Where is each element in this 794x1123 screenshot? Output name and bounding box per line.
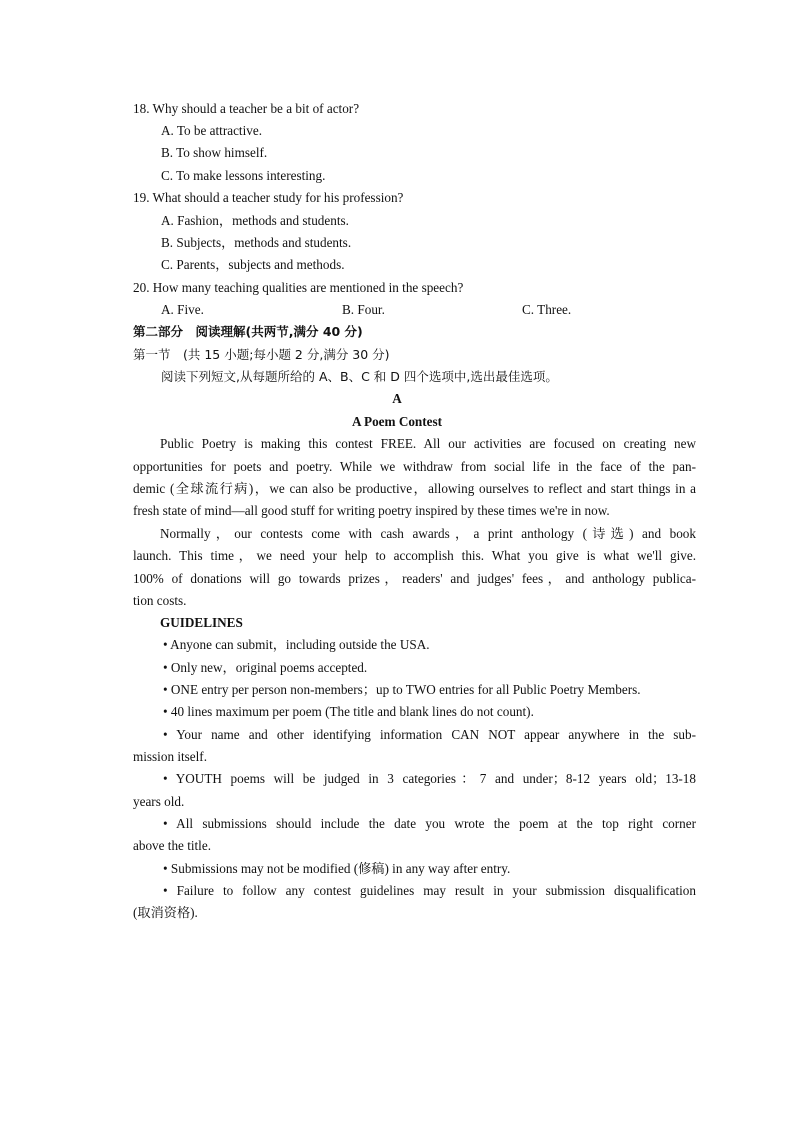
section-sub-heading: 第一节 (共 15 小题;每小题 2 分,满分 30 分) <box>133 347 390 362</box>
guideline-item: • Only new，original poems accepted. <box>163 660 368 675</box>
guideline-item-continued: mission itself. <box>133 749 207 764</box>
question-20-stem: 20. How many teaching qualities are mentioned in the speech? <box>133 280 464 295</box>
guideline-item: • ONE entry per person non-members；up to TWO entries for all Public Poetry Members. <box>163 682 641 697</box>
question-20-option-b: B. Four. <box>342 302 385 317</box>
question-20-option-c: C. Three. <box>522 302 572 317</box>
paragraph-2-line-2: launch. This time，we need your help to accomplish this. What you give is what we'll give. <box>133 548 696 563</box>
guideline-item: • Your name and other identifying information CAN NOT appear anywhere in the sub- <box>163 727 696 742</box>
section-part-heading: 第二部分 阅读理解(共两节,满分 40 分) <box>133 324 363 339</box>
question-19-option-b: B. Subjects，methods and students. <box>161 235 352 250</box>
passage-letter: A <box>392 391 402 406</box>
section-instruction: 阅读下列短文,从每题所给的 A、B、C 和 D 四个选项中,选出最佳选项。 <box>161 369 558 384</box>
paragraph-1-line-2: opportunities for poets and poetry. While we withdraw from social life in the face of the pan- <box>133 459 696 474</box>
question-19-option-a: A. Fashion，methods and students. <box>161 213 349 228</box>
question-19-stem: 19. What should a teacher study for his profession? <box>133 190 404 205</box>
question-20-option-a: A. Five. <box>161 302 204 317</box>
question-18-option-a: A. To be attractive. <box>161 123 262 138</box>
question-19-option-c: C. Parents，subjects and methods. <box>161 257 345 272</box>
paragraph-1-line-3: demic (全球流行病)，we can also be productive，allowing ourselves to reflect and start things in a <box>133 481 696 496</box>
guideline-item: • Failure to follow any contest guidelines may result in your submission disqualification <box>163 883 696 898</box>
question-18-option-b: B. To show himself. <box>161 145 268 160</box>
guideline-item: • 40 lines maximum per poem (The title and blank lines do not count). <box>163 704 534 719</box>
guidelines-heading: GUIDELINES <box>160 615 243 630</box>
paragraph-1-line-4: fresh state of mind—all good stuff for writing poetry inspired by these times we're in now. <box>133 503 610 518</box>
guideline-item: • Submissions may not be modified (修稿) in any way after entry. <box>163 861 511 876</box>
guideline-item-continued: above the title. <box>133 838 211 853</box>
guideline-item: • Anyone can submit，including outside the USA. <box>163 637 430 652</box>
paragraph-2-line-1: Normally，our contests come with cash awards，a print anthology (诗选) and book <box>160 526 696 541</box>
guideline-item-continued: years old. <box>133 794 185 809</box>
paragraph-2-line-3: 100% of donations will go towards prizes，readers' and judges' fees，and anthology publica- <box>133 571 696 586</box>
paragraph-1-line-1: Public Poetry is making this contest FREE. All our activities are focused on creating new <box>160 436 696 451</box>
guideline-item: • All submissions should include the date you wrote the poem at the top right corner <box>163 816 696 831</box>
guideline-item-continued: (取消资格). <box>133 905 198 920</box>
paragraph-2-line-4: tion costs. <box>133 593 187 608</box>
question-18-option-c: C. To make lessons interesting. <box>161 168 326 183</box>
question-18-stem: 18. Why should a teacher be a bit of actor? <box>133 101 360 116</box>
guideline-item: • YOUTH poems will be judged in 3 categories：7 and under；8-12 years old；13-18 <box>163 771 696 786</box>
passage-title: A Poem Contest <box>351 414 443 429</box>
